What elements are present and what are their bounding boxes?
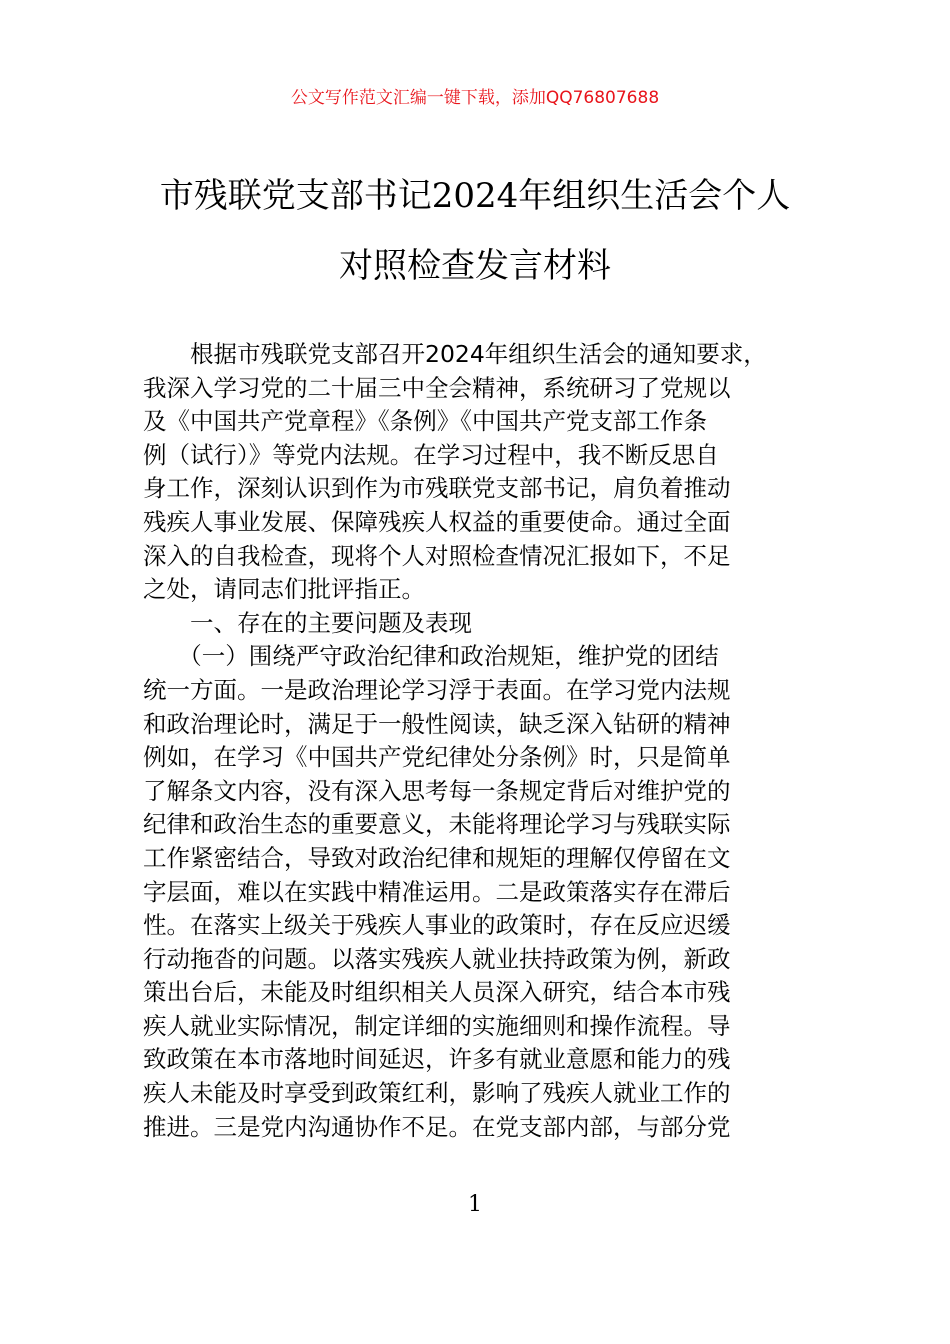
body-line: 性。在落实上级关于残疾人事业的政策时，存在反应迟缓 <box>143 911 731 940</box>
body-line: 疾人就业实际情况，制定详细的实施细则和操作流程。导 <box>143 1011 731 1040</box>
body-line: 疾人未能及时享受到政策红利，影响了残疾人就业工作的 <box>143 1079 731 1108</box>
body-line: 之处，请同志们批评指正。 <box>143 575 425 604</box>
body-line: 身工作，深刻认识到作为市残联党支部书记，肩负着推动 <box>143 474 731 503</box>
body-line: 和政治理论时，满足于一般性阅读，缺乏深入钻研的精神 <box>143 709 731 738</box>
body-line: （一）围绕严守政治纪律和政治规矩，维护党的团结 <box>143 642 719 671</box>
body-line: 例如，在学习《中国共产党纪律处分条例》时，只是简单 <box>143 743 731 772</box>
body-line: 推进。三是党内沟通协作不足。在党支部内部，与部分党 <box>143 1112 731 1141</box>
document-title-line-1: 市残联党支部书记2024年组织生活会个人 <box>159 176 791 216</box>
body-line: 根据市残联党支部召开2024年组织生活会的通知要求， <box>143 340 767 368</box>
body-line: 行动拖沓的问题。以落实残疾人就业扶持政策为例，新政 <box>143 944 731 973</box>
body-line: 例（试行）》等党内法规。在学习过程中，我不断反思自 <box>143 440 719 469</box>
body-line: 深入的自我检查，现将个人对照检查情况汇报如下，不足 <box>143 541 731 570</box>
page-number: 1 <box>468 1192 482 1217</box>
body-line: 纪律和政治生态的重要意义，未能将理论学习与残联实际 <box>143 810 731 839</box>
body-line: 残疾人事业发展、保障残疾人权益的重要使命。通过全面 <box>143 507 731 536</box>
body-line: 我深入学习党的二十届三中全会精神，系统研习了党规以 <box>143 373 731 402</box>
body-line: 统一方面。一是政治理论学习浮于表面。在学习党内法规 <box>143 675 731 704</box>
body-line: 一、存在的主要问题及表现 <box>143 608 472 637</box>
body-line: 字层面，难以在实践中精准运用。二是政策落实存在滞后 <box>143 877 731 906</box>
document-body <box>143 338 813 1144</box>
body-line: 及《中国共产党章程》《条例》《中国共产党支部工作条 <box>143 407 707 436</box>
body-line: 致政策在本市落地时间延迟，许多有就业意愿和能力的残 <box>143 1045 731 1074</box>
document-title-line-2: 对照检查发言材料 <box>339 246 611 286</box>
body-line: 工作紧密结合，导致对政治纪律和规矩的理解仅停留在文 <box>143 843 731 872</box>
download-banner: 公文写作范文汇编一键下载，添加QQ76807688 <box>290 88 660 108</box>
body-line: 策出台后，未能及时组织相关人员深入研究，结合本市残 <box>143 978 731 1007</box>
body-line: 了解条文内容，没有深入思考每一条规定背后对维护党的 <box>143 776 731 805</box>
